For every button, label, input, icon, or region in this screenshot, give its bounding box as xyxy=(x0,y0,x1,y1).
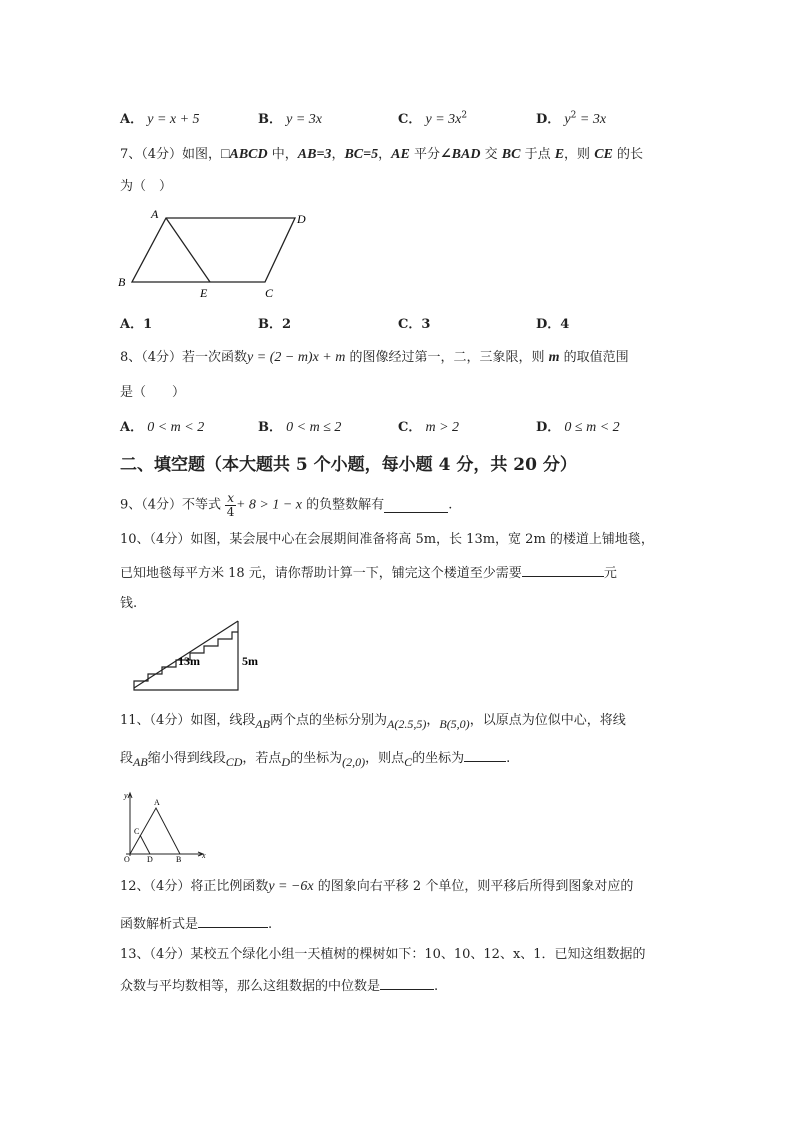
q12-func: y = −6x xyxy=(268,879,314,894)
fraction xyxy=(225,492,236,519)
question-13-line1: 13、（4分）某校五个绿化小组一天植树的棵树如下：10、10、12、x、1．已知这组数据的 xyxy=(120,947,646,962)
q13-text: 众数与平均数相等，那么这组数据的中位数是 xyxy=(120,979,381,994)
q11-point-b: B(5,0) xyxy=(439,717,470,731)
q7-bc2: BC xyxy=(501,147,521,162)
fraction-denominator: 4 xyxy=(226,505,235,519)
label-c: C xyxy=(134,827,140,836)
q10-text: 已知地毯每平方米 18 元，请你帮助计算一下，铺完这个楼道至少需要 xyxy=(120,566,522,581)
q7-number: 7、（4分）如图， xyxy=(120,147,222,162)
q11-ab: AB xyxy=(255,717,270,731)
q11-d-coord: (2,0) xyxy=(342,755,366,769)
question-11-line2 xyxy=(120,748,510,769)
q7-text: 中， xyxy=(267,147,298,162)
q8-suffix2: 的取值范围 xyxy=(559,350,629,365)
label-e: E xyxy=(200,286,208,300)
q6-option-a xyxy=(120,108,200,128)
q12-end: . xyxy=(268,917,273,932)
q11-text: 两个点的坐标分别为 xyxy=(270,713,388,728)
question-10-line3: 钱. xyxy=(120,596,138,611)
option-label: B． xyxy=(258,420,282,435)
q9-prefix: 9、（4分）不等式 xyxy=(120,497,222,513)
option-label: C． xyxy=(398,112,422,127)
q8-m: m xyxy=(548,350,560,365)
q9-suffix: 的负整数解有 xyxy=(306,497,385,513)
q7-option-c: C．3 xyxy=(398,317,431,332)
q12-prefix: 12、（4分）将正比例函数 xyxy=(120,879,269,894)
question-10-line2 xyxy=(120,563,617,584)
label-b: B xyxy=(118,275,126,289)
q7-shape: □ABCD xyxy=(221,147,268,162)
option-label: B． xyxy=(258,112,282,127)
option-expr: y = 3x xyxy=(425,112,462,127)
q11-cd: CD xyxy=(225,755,243,769)
q11-text: 的坐标为 xyxy=(290,751,343,766)
q8-option-a xyxy=(120,416,204,436)
coordinate-figure xyxy=(116,788,216,864)
question-10-line1: 10、（4分）如图，某会展中心在会展期间准备将高 5m，长 13m，宽 2m 的楼道上铺地毯， xyxy=(120,532,654,547)
option-label: D． xyxy=(536,112,561,127)
q9-end: . xyxy=(448,497,453,513)
q11-end: . xyxy=(506,751,511,766)
option-label: D． xyxy=(536,420,561,435)
q8-func: y = (2 − m)x + m xyxy=(247,350,346,365)
q11-ab: AB xyxy=(133,755,148,769)
parallelogram-abcd xyxy=(132,218,295,282)
q7-bc: BC=5 xyxy=(344,147,379,162)
q7-ce: CE xyxy=(594,147,613,162)
height-label: 5m xyxy=(242,654,258,668)
q7-text: ， xyxy=(331,147,345,162)
q7-text: ，则 xyxy=(564,147,595,162)
answer-blank[interactable] xyxy=(522,563,604,577)
label-d: D xyxy=(297,212,306,226)
q7-option-b: B．2 xyxy=(258,317,292,332)
q8-suffix: 的图像经过第一，二，三象限，则 xyxy=(345,350,549,365)
answer-blank[interactable] xyxy=(464,748,506,762)
option-expr: y = x + 5 xyxy=(147,112,200,127)
parallelogram-figure xyxy=(110,200,320,300)
q8-option-c xyxy=(398,416,459,436)
q8-option-b xyxy=(258,416,341,436)
q11-text: 11、（4分）如图，线段 xyxy=(120,713,256,728)
q7-text: 于点 xyxy=(520,147,555,162)
option-label: A． xyxy=(120,112,144,127)
q6-option-d: D． $y^2 = 3x$ xyxy=(536,110,607,127)
q10-unit: 元 xyxy=(603,566,617,581)
segment-cd xyxy=(140,835,150,854)
q11-sep: ， xyxy=(426,713,440,728)
q7-ae: AE xyxy=(391,147,410,162)
q8-option-d xyxy=(536,416,620,436)
question-12-line2 xyxy=(120,914,272,935)
section-2-heading: 二、填空题（本大题共 5 个小题，每小题 4 分，共 20 分） xyxy=(120,455,577,475)
length-label: 13m xyxy=(178,654,200,668)
option-expr: y = 3x xyxy=(286,112,323,127)
option-label: A． xyxy=(120,420,144,435)
q11-text: ，若点 xyxy=(242,751,282,766)
question-11-line1 xyxy=(120,710,626,731)
label-c: C xyxy=(265,286,274,300)
q7-option-a: A．1 xyxy=(120,317,153,332)
q7-text: 平分 xyxy=(409,147,440,162)
answer-blank[interactable] xyxy=(380,976,434,990)
q7-e: E xyxy=(554,147,565,162)
q7-text: ， xyxy=(378,147,392,162)
q11-text: ，以原点为位似中心，将线 xyxy=(469,713,626,728)
question-7-text xyxy=(120,145,643,165)
q7-text: 交 xyxy=(480,147,502,162)
q7-angle: ∠BAD xyxy=(439,147,481,162)
q7-text: 的长 xyxy=(612,147,644,162)
q11-c: C xyxy=(404,755,413,769)
option-label: C． xyxy=(398,420,422,435)
q7-option-d: D．4 xyxy=(536,317,570,332)
fraction-numerator: x xyxy=(227,491,234,505)
question-9-text xyxy=(120,492,452,519)
q8-prefix: 8、（4分）若一次函数 xyxy=(120,350,248,365)
question-7-line2: 为（ ） xyxy=(120,179,173,194)
staircase-figure xyxy=(128,616,268,696)
answer-blank[interactable] xyxy=(198,914,268,928)
label-b: B xyxy=(176,855,182,864)
question-8-text xyxy=(120,348,629,368)
option-expr-rest: = 3x xyxy=(576,112,607,127)
q6-option-c: C． $y = 3x^2$ xyxy=(398,110,468,127)
question-8-line2: 是（ ） xyxy=(120,385,186,400)
q11-text: 的坐标为 xyxy=(412,751,465,766)
q11-point-a: A(2.5,5) xyxy=(387,717,427,731)
label-a: A xyxy=(151,207,159,221)
q9-inequality: + 8 > 1 − x xyxy=(235,497,303,513)
label-o: O xyxy=(124,855,130,864)
q11-text: 段 xyxy=(120,751,134,766)
answer-blank[interactable] xyxy=(384,499,448,513)
option-expr: y xyxy=(564,112,571,127)
question-13-line2 xyxy=(120,976,438,997)
q11-d: D xyxy=(281,755,291,769)
q12-text: 函数解析式是 xyxy=(120,917,199,932)
label-a: A xyxy=(154,798,160,807)
option-expr: 0 < m ≤ 2 xyxy=(286,420,342,435)
q13-end: . xyxy=(434,979,439,994)
label-y: y xyxy=(124,791,128,800)
label-x: x xyxy=(202,851,206,860)
q6-option-b xyxy=(258,108,322,128)
option-expr: 0 ≤ m < 2 xyxy=(564,420,620,435)
q7-ab: AB=3 xyxy=(297,147,332,162)
question-12-line1 xyxy=(120,877,633,897)
q11-text: ，则点 xyxy=(365,751,405,766)
option-expr: 0 < m < 2 xyxy=(147,420,205,435)
q11-text: 缩小得到线段 xyxy=(147,751,226,766)
label-d: D xyxy=(147,855,153,864)
segment-ae xyxy=(166,218,210,282)
q12-suffix: 的图象向右平移 2 个单位，则平移后所得到图象对应的 xyxy=(313,879,634,894)
option-expr: m > 2 xyxy=(425,420,460,435)
